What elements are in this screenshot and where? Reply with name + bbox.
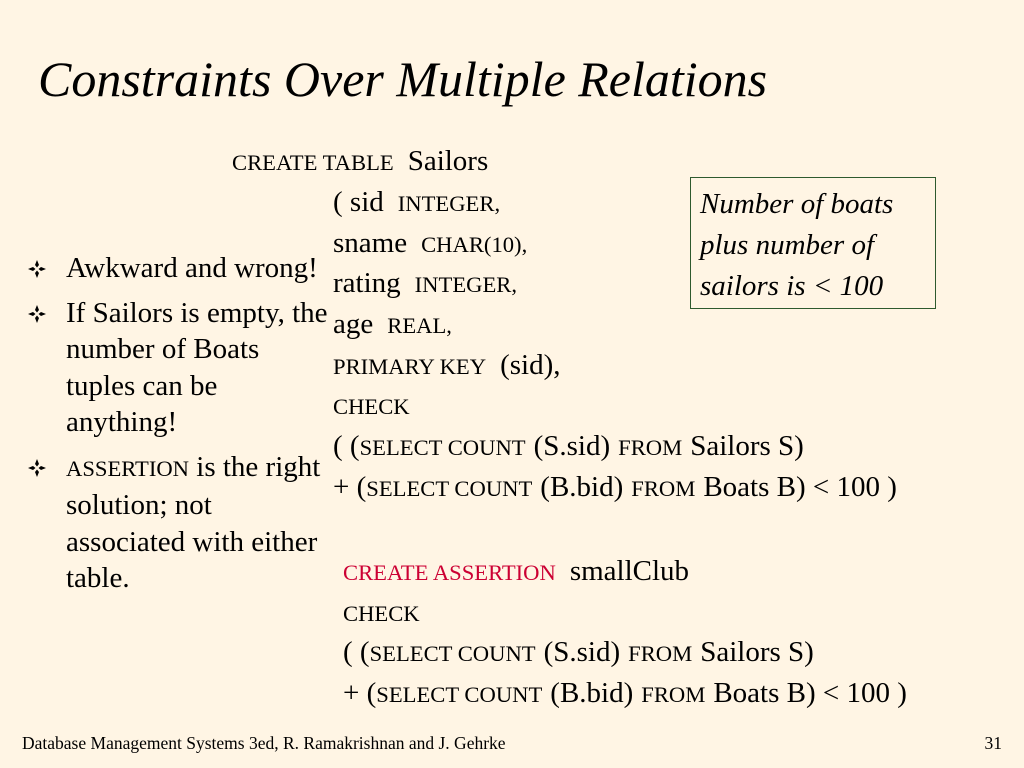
code-text: ( ( — [343, 636, 370, 669]
table-name: Sailors — [407, 145, 489, 177]
create-table-header — [232, 141, 488, 183]
primary-key-keyword: PRIMARY KEY — [333, 353, 487, 379]
check-clause-line-1 — [333, 426, 897, 467]
note-line: plus number of — [700, 229, 874, 261]
create-assertion-block — [343, 551, 907, 714]
code-text: (B.bid) — [550, 677, 634, 710]
bullet-item — [28, 250, 328, 287]
bullet-text: is the right solution; not associated with either table. — [66, 450, 321, 594]
footer-citation: Database Management Systems 3ed, R. Ramakrishnan and J. Gehrke — [22, 733, 506, 753]
column-name: rating — [333, 267, 401, 300]
code-text: (S.sid) — [533, 430, 611, 463]
check-keyword-line — [333, 385, 897, 426]
sql-keyword: SELECT COUNT — [366, 475, 533, 501]
code-text: Sailors S) — [700, 636, 814, 669]
note-box — [690, 177, 936, 309]
column-type: INTEGER, — [414, 272, 518, 298]
primary-key-line — [333, 345, 897, 386]
sql-keyword: FROM — [628, 641, 693, 667]
column-type: REAL, — [387, 313, 452, 339]
column-type: INTEGER, — [397, 191, 501, 216]
note-line: sailors is < 100 — [700, 270, 884, 302]
column-definition — [333, 304, 897, 345]
note-line: Number of boats — [700, 188, 894, 220]
column-name: sname — [333, 226, 408, 259]
create-table-keyword: CREATE TABLE — [232, 150, 394, 175]
diamond-bullet-icon — [28, 459, 46, 477]
column-type: CHAR(10), — [421, 231, 528, 257]
sql-keyword: SELECT COUNT — [376, 682, 543, 708]
assertion-name: smallClub — [569, 555, 690, 587]
primary-key-value: (sid), — [500, 348, 561, 381]
sql-keyword: SELECT COUNT — [359, 435, 526, 461]
bullet-item — [28, 295, 328, 441]
column-name: age — [333, 308, 374, 341]
code-text: Sailors S) — [690, 430, 804, 463]
assertion-header — [343, 551, 907, 592]
diamond-bullet-icon — [28, 305, 46, 323]
diamond-bullet-icon — [28, 260, 46, 278]
code-text: (S.sid) — [543, 636, 621, 669]
assertion-clause-line-1 — [343, 632, 907, 673]
sql-keyword: FROM — [618, 435, 683, 461]
slide-title: Constraints Over Multiple Relations — [38, 51, 768, 107]
sql-keyword: FROM — [631, 475, 696, 501]
bullet-text: If Sailors is empty, the number of Boats tuples can be anything! — [66, 296, 328, 438]
check-keyword: CHECK — [333, 394, 410, 420]
sql-keyword: SELECT COUNT — [369, 641, 536, 667]
sql-keyword: FROM — [641, 682, 706, 708]
code-text: Boats B) < 100 ) — [713, 677, 907, 710]
bullet-list — [28, 250, 328, 605]
column-name: ( sid — [333, 186, 384, 218]
assertion-keyword: ASSERTION — [66, 455, 190, 481]
bullet-item — [28, 449, 328, 597]
code-text: (B.bid) — [540, 470, 624, 503]
page-number: 31 — [984, 733, 1002, 753]
check-keyword: CHECK — [343, 600, 420, 626]
assertion-check-line — [343, 592, 907, 633]
check-clause-line-2 — [333, 467, 897, 508]
code-text: + ( — [343, 677, 377, 710]
code-text: ( ( — [333, 430, 360, 463]
assertion-clause-line-2 — [343, 673, 907, 714]
code-text: Boats B) < 100 ) — [703, 470, 897, 503]
code-text: + ( — [333, 470, 367, 503]
bullet-text: Awkward and wrong! — [66, 252, 318, 284]
create-assertion-keyword: CREATE ASSERTION — [343, 560, 556, 585]
